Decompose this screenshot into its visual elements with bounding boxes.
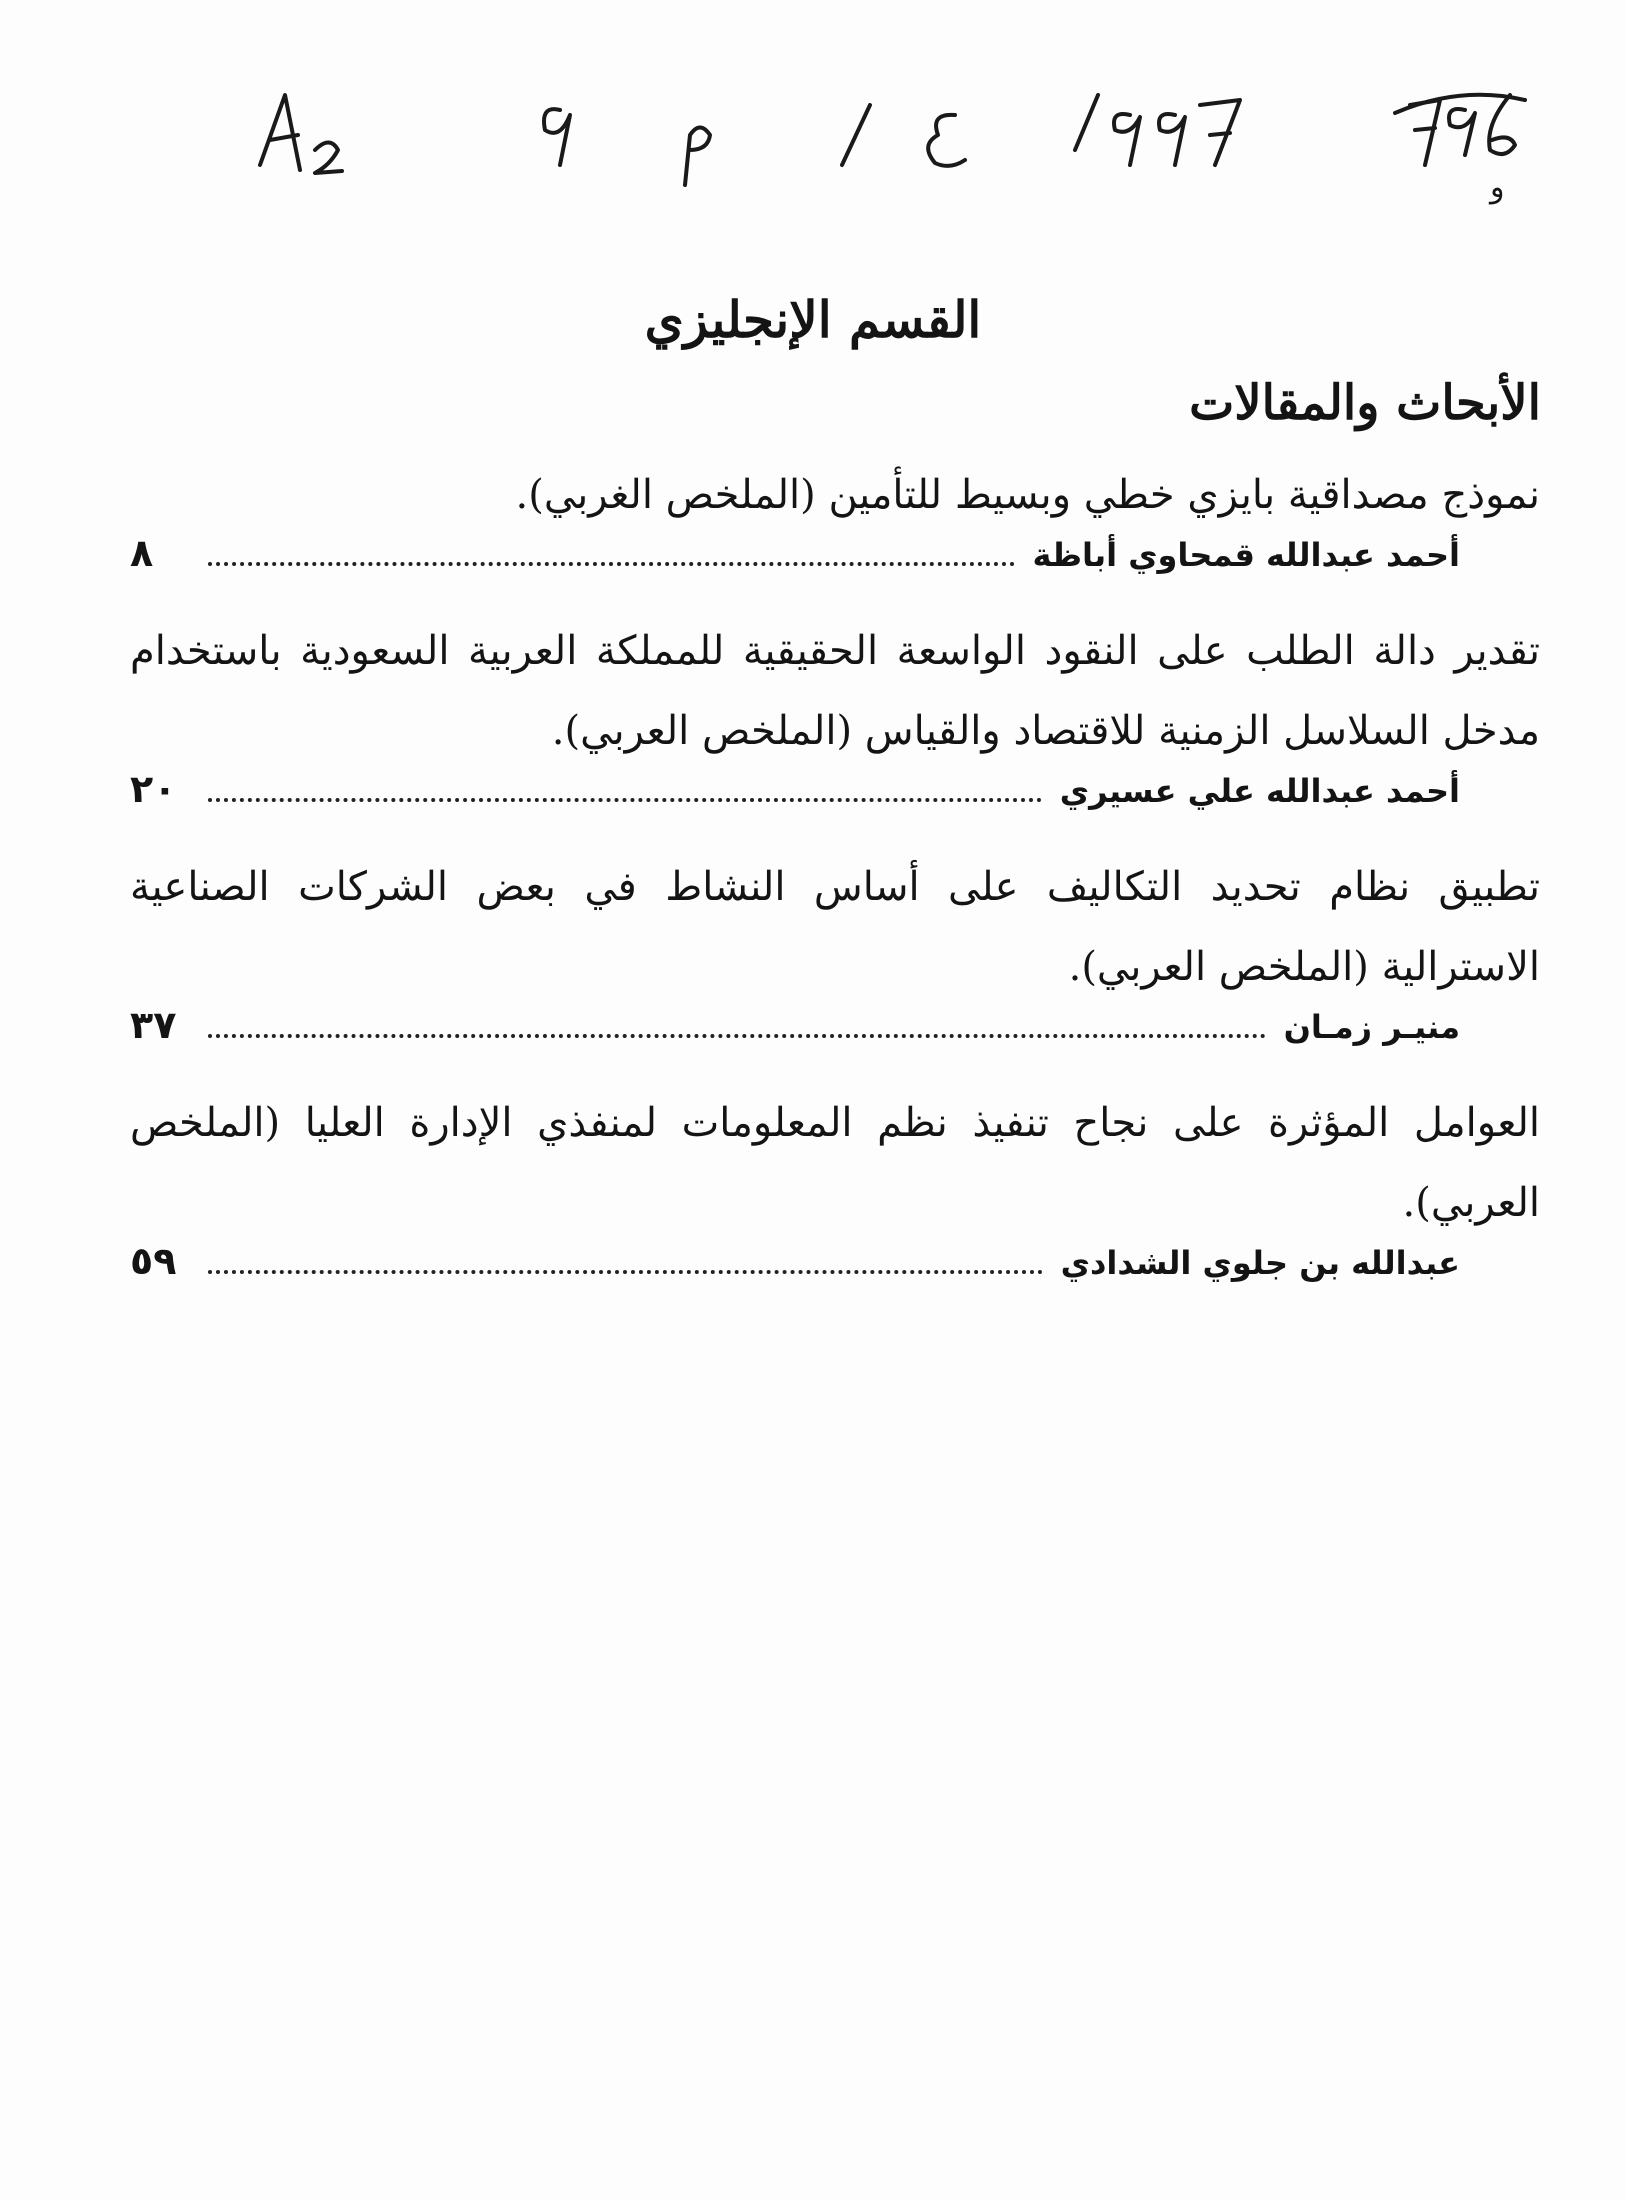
toc-entry-page: ٨: [130, 531, 154, 575]
dot-leader: [208, 774, 1042, 802]
toc-entry-author: عبدالله بن جلوي الشدادي: [1060, 1244, 1460, 1282]
toc-entry-author: منيـر زمـان: [1283, 1008, 1460, 1046]
section-title: القسم الإنجليزي: [644, 290, 982, 349]
toc-entry-line: [130, 1003, 1540, 1061]
toc-entry-author: أحمد عبدالله قمحاوي أباظة: [1032, 536, 1460, 574]
toc-entry-page: ٢٠: [130, 767, 177, 811]
dot-leader: [208, 538, 1015, 566]
toc-entry-title: نموذج مصداقية بايزي خطي وبسيط للتأمين (الملخص الغربي).: [515, 472, 1540, 518]
toc-entry: [130, 611, 1540, 825]
subsection-title: الأبحاث والمقالات: [1189, 375, 1541, 431]
toc-entry: [130, 1083, 1540, 1297]
dot-leader: [208, 1246, 1043, 1274]
toc-entry-title: تطبيق نظام تحديد التكاليف على أساس النشاط في بعض الشركات الصناعية الاسترالية (الملخص العربي).: [130, 864, 1540, 990]
handwriting-drawing: [230, 55, 1590, 205]
handwritten-annotation: [230, 55, 1590, 205]
toc-entry-author: أحمد عبدالله علي عسيري: [1059, 772, 1460, 810]
toc-entry-title: تقدير دالة الطلب على النقود الواسعة الحقيقية للمملكة العربية السعودية باستخدام مدخل السلاسل الزمنية للاقتصاد والقياس (الملخص العربي).: [130, 628, 1540, 754]
toc-entry: [130, 847, 1540, 1061]
toc-entry-line: [130, 1239, 1540, 1297]
toc-list: [130, 455, 1540, 1319]
toc-entry-title: العوامل المؤثرة على نجاح تنفيذ نظم المعلومات لمنفذي الإدارة العليا (الملخص العربي).: [130, 1100, 1540, 1226]
toc-entry-page: ٥٩: [130, 1239, 177, 1283]
toc-entry-page: ٣٧: [130, 1003, 177, 1047]
toc-entry-line: [130, 767, 1540, 825]
dot-leader: [208, 1010, 1266, 1038]
page-letter-mark: و: [1490, 170, 1505, 205]
toc-entry-line: [130, 531, 1540, 589]
toc-entry: [130, 455, 1540, 589]
